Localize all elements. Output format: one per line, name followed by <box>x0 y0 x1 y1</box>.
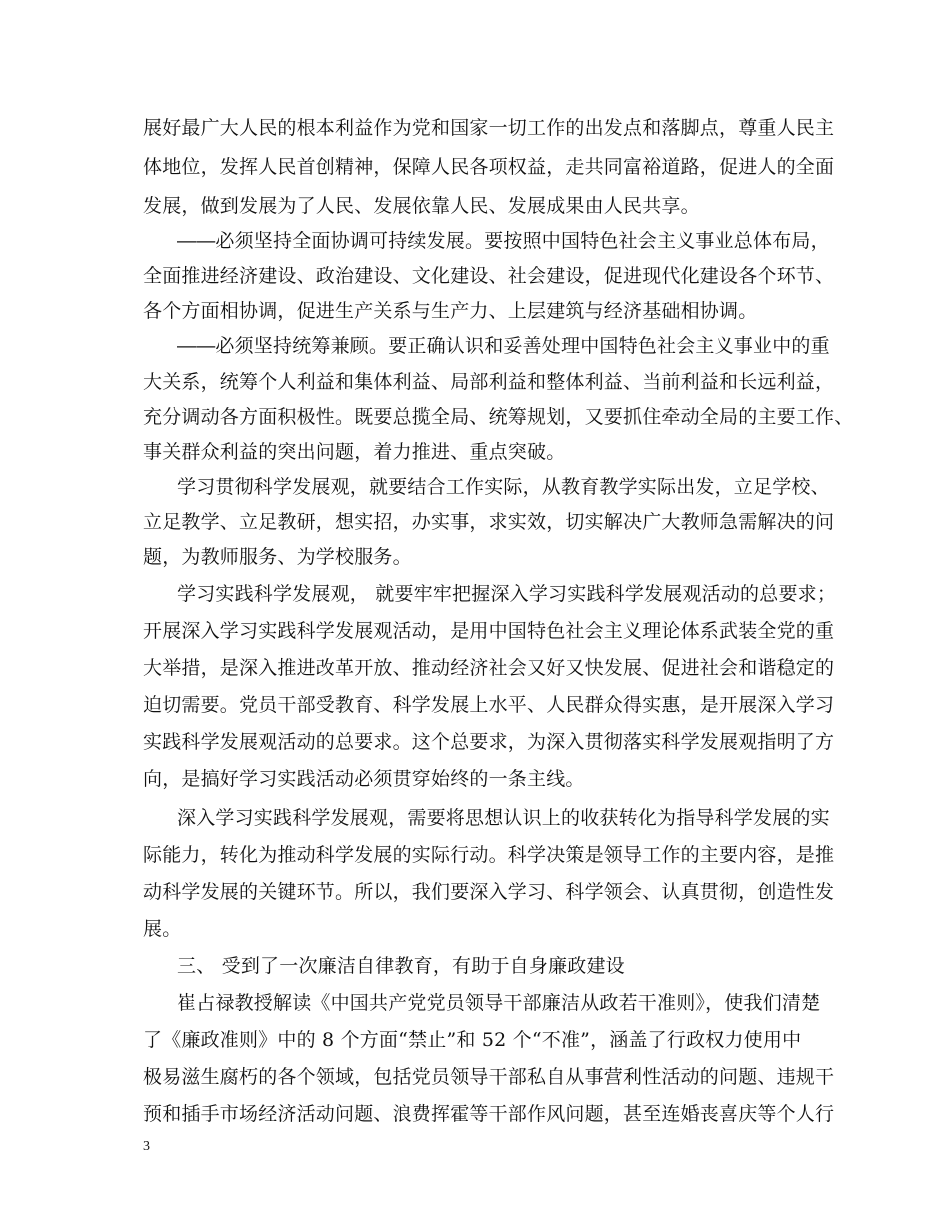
text-line: 深入学习实践科学发展观，需要将思想认识上的收获转化为指导科学发展的实 <box>177 807 830 829</box>
text-line: 迫切需要。党员干部受教育、科学发展上水平、人民群众得实惠，是开展深入学习 <box>143 694 835 716</box>
text-line: 全面推进经济建设、政治建设、文化建设、社会建设，促进现代化建设各个环节、 <box>143 265 835 287</box>
text-line: 发展，做到发展为了人民、发展依靠人民、发展成果由人民共享。 <box>143 195 700 217</box>
text-line: 开展深入学习实践科学发展观活动，是用中国特色社会主义理论体系武装全党的重 <box>143 620 835 642</box>
text-line: 崔占禄教授解读《中国共产党党员领导干部廉洁从政若干准则》，使我们清楚 <box>177 992 821 1014</box>
text-line: 体地位，发挥人民首创精神，保障人民各项权益，走共同富裕道路，促进人的全面 <box>143 156 835 178</box>
text-line: 了《廉政准则》中的 8 个方面“禁止”和 52 个“不准”，涵盖了行政权力使用中 <box>143 1029 802 1051</box>
text-line: 立足教学、立足教研，想实招，办实事，求实效，切实解决广大教师急需解决的问 <box>143 511 835 533</box>
text-line: 学习贯彻科学发展观，就要结合工作实际，从教育教学实际出发，立足学校、 <box>177 476 830 498</box>
text-line: 预和插手市场经济活动问题、浪费挥霍等干部作风问题，甚至连婚丧喜庆等个人行 <box>143 1103 835 1125</box>
text-line: ――必须坚持全面协调可持续发展。要按照中国特色社会主义事业总体布局， <box>177 230 830 252</box>
page-number: 3 <box>143 1139 150 1154</box>
text-line: 事关群众利益的突出问题，着力推进、重点突破。 <box>143 441 566 463</box>
text-line: 实践科学发展观活动的总要求。这个总要求，为深入贯彻落实科学发展观指明了方 <box>143 731 835 753</box>
text-line: 展好最广大人民的根本利益作为党和国家一切工作的出发点和落脚点，尊重人民主 <box>143 117 835 139</box>
text-line: 各个方面相协调，促进生产关系与生产力、上层建筑与经济基础相协调。 <box>143 300 758 322</box>
text-line: 大举措，是深入推进改革开放、推动经济社会又好又快发展、促进社会和谐稳定的 <box>143 657 835 679</box>
text-line: 展。 <box>143 918 182 940</box>
text-line: 动科学发展的关键环节。所以，我们要深入学习、科学领会、认真贯彻，创造性发 <box>143 881 835 903</box>
text-line: 充分调动各方面积极性。既要总揽全局、统筹规划，又要抓住牵动全局的主要工作、 <box>143 406 854 428</box>
text-line: ――必须坚持统筹兼顾。要正确认识和妥善处理中国特色社会主义事业中的重 <box>177 335 830 357</box>
text-line: 向，是搞好学习实践活动必须贯穿始终的一条主线。 <box>143 768 585 790</box>
text-line: 极易滋生腐朽的各个领域，包括党员领导干部私自从事营利性活动的问题、违规干 <box>143 1066 835 1088</box>
text-line: 学习实践科学发展观， 就要牢牢把握深入学习实践科学发展观活动的总要求； <box>177 583 837 605</box>
text-line: 际能力，转化为推动科学发展的实际行动。科学决策是领导工作的主要内容，是推 <box>143 844 835 866</box>
section-heading: 三、 受到了一次廉洁自律教育，有助于自身廉政建设 <box>177 955 625 977</box>
text-line: 题，为教师服务、为学校服务。 <box>143 546 412 568</box>
text-line: 大关系，统筹个人利益和集体利益、局部利益和整体利益、当前利益和长远利益， <box>143 371 835 393</box>
